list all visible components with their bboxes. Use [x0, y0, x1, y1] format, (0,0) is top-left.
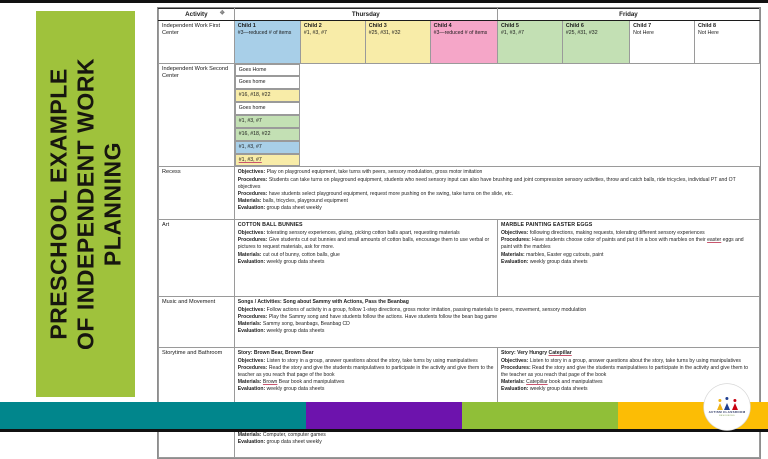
storytime-thursday-materials-label: Materials:: [237, 379, 262, 386]
table-row-art: [159, 220, 760, 297]
art-friday-evaluation-line: [501, 259, 756, 266]
recess-procedures1: Students can take turns on playground equipment, students who need sensory input can also have brushing and joint compression sensory activities, throw and catch balls, ride tricycles, individual PT and OT objectives: [237, 176, 736, 190]
storytime-friday-story-label: Story:: [500, 350, 516, 357]
art-friday-materials: marbles, Easter egg cutouts, paint: [526, 251, 604, 258]
recess-objectives-label: Objectives:: [237, 169, 266, 176]
storytime-thursday-materials-underlined: Brown: [262, 379, 278, 386]
cell-child-4[interactable]: [430, 20, 497, 63]
row-label-storytime: Storytime and Bathroom: [159, 348, 235, 415]
recess-evaluation-line: [238, 205, 756, 212]
art-friday-objectives-line: [501, 230, 756, 237]
slide-top-edge: [0, 0, 768, 3]
recess-evaluation-label: Evaluation:: [237, 205, 266, 212]
cell-art-friday[interactable]: [497, 220, 759, 297]
music-materials-label: Materials:: [237, 321, 262, 328]
recess-procedures1-line: [238, 177, 756, 191]
art-thursday-objectives-label: Objectives:: [237, 229, 266, 236]
music-songs: Song about Sammy with Actions, Pass the Beanbag: [283, 299, 409, 306]
art-thursday-evaluation-label: Evaluation:: [237, 258, 266, 265]
child-codes: #3—reduced # of items: [237, 29, 292, 36]
storytime-friday-objectives: Listen to story in a group, answer questions about the story, take turns by using manipulatives: [529, 357, 741, 364]
storytime-friday-evaluation: weekly group data sheets: [529, 386, 588, 393]
recess-procedures2-label: Procedures:: [237, 191, 268, 198]
storytime-thursday-evaluation: weekly group data sheets: [266, 386, 325, 393]
music-evaluation: weekly group data sheets: [266, 328, 325, 335]
music-evaluation-line: [238, 328, 756, 335]
cell-child-6[interactable]: [562, 20, 629, 63]
child-codes: #25, #31, #32: [368, 29, 401, 36]
music-evaluation-label: Evaluation:: [237, 328, 266, 335]
art-thursday-procedures-label: Procedures:: [237, 237, 268, 244]
cell-child-3[interactable]: [365, 20, 430, 63]
art-friday-procedures-a: Have students choose color of paints and put it in a box with marbles on their: [532, 237, 708, 244]
storytime-friday-procedures-line: [501, 365, 756, 379]
logo-subtitle: RESOURCES: [719, 414, 735, 417]
cell-second-7[interactable]: #1, #3, #7: [235, 141, 301, 154]
child-name: Child 6: [565, 22, 584, 29]
recess-evaluation: group data sheet weekly: [266, 205, 322, 212]
lesson-plan-table: [158, 8, 760, 458]
music-materials-line: [238, 321, 756, 328]
art-friday-procedures-b: eggs and paint with the marbles: [500, 237, 744, 251]
child-codes: #1, #3, #7: [500, 29, 525, 36]
computer-materials-label: Materials:: [237, 431, 262, 438]
music-materials: Sammy song, beanbags, Beanbag CD: [262, 321, 350, 328]
cell-second-2[interactable]: Goes home: [235, 76, 301, 89]
row-label-music: Music and Movement: [159, 297, 235, 348]
cell-second-5[interactable]: #1, #3, #7: [235, 115, 301, 128]
recess-materials-line: [238, 198, 756, 205]
cell-second-6[interactable]: #16, #18, #22: [235, 128, 301, 141]
art-friday-procedures-label: Procedures:: [500, 237, 531, 244]
table-header-row: [159, 9, 760, 21]
music-objectives: Follow actions of activity in a group, follow 1-step directions, gross motor imitation, passing materials to peers, movement, sensory modulation: [266, 306, 587, 313]
art-thursday-materials-line: [238, 252, 494, 259]
slide-title-panel: [36, 11, 135, 397]
child-name: Child 7: [633, 22, 652, 29]
storytime-friday-procedures-label: Procedures:: [500, 364, 531, 371]
row-label-art: Art: [159, 220, 235, 297]
person-figure-icon: [724, 397, 731, 410]
slide-title-line3: PLANNING: [99, 141, 126, 267]
music-procedures: Play the Sammy song and have students follow the actions. Have students follow the bean bag game: [268, 313, 498, 320]
art-thursday-evaluation-line: [238, 259, 494, 266]
cell-child-5[interactable]: [497, 20, 562, 63]
art-friday-materials-line: [501, 252, 756, 259]
recess-procedures2: have students select playground equipment, request more pushing on the swing, take turns on the slide, etc.: [268, 191, 513, 198]
art-thursday-materials: cut out of bunny, cotton balls, glue: [262, 251, 340, 258]
cell-second-4[interactable]: Goes home: [235, 102, 301, 115]
logo-title: AUTISM CLASSROOM: [708, 409, 746, 414]
storytime-thursday-procedures: Read the story and give the students manipulatives to participate in the activity and give them to the teacher as you reach that page of the book: [237, 364, 494, 379]
computer-evaluation-line: [238, 439, 756, 446]
storytime-friday-materials-rest: book and manipulatives: [547, 379, 603, 386]
child-codes: Not Here: [633, 29, 654, 36]
storytime-thursday-procedures-label: Procedures:: [237, 364, 268, 371]
row-label-recess: Recess: [159, 167, 235, 220]
child-name: Child 5: [500, 22, 519, 29]
music-procedures-label: Procedures:: [237, 313, 268, 320]
move-handle-icon[interactable]: ✥: [219, 10, 225, 17]
art-thursday-procedures: Give students cut out bunnies and small amounts of cotton balls, encourage them to use verbal or pictures to request materials, ask for more.: [237, 237, 490, 251]
child-name: Child 8: [698, 22, 717, 29]
slide-title-line2: OF INDEPENDENT WORK: [71, 58, 98, 350]
child-name: Child 1: [237, 22, 256, 29]
storytime-friday-procedures: Read the story and give the students manipulatives to participate in the activity and give them to the teacher as you reach that page of the book: [500, 364, 749, 379]
cell-child-2[interactable]: [300, 20, 365, 63]
storytime-thursday-materials-rest: Bear book and manipulatives: [277, 379, 345, 386]
storytime-thursday-evaluation-line: [238, 386, 494, 393]
art-friday-objectives-label: Objectives:: [500, 229, 529, 236]
storytime-friday-story-a: Very Hungry: [517, 350, 549, 357]
person-figure-icon: [716, 399, 723, 410]
cell-recess-content[interactable]: [234, 167, 759, 220]
music-songs-line: [238, 299, 756, 306]
footer-band-green: [462, 402, 618, 429]
art-friday-materials-label: Materials:: [500, 251, 525, 258]
storytime-friday-objectives-label: Objectives:: [500, 357, 529, 364]
child-codes: #3—reduced # of items: [433, 29, 488, 36]
art-thursday-materials-label: Materials:: [237, 251, 262, 258]
storytime-thursday-materials-line: [238, 379, 494, 386]
cell-second-1[interactable]: Goes Home: [235, 64, 301, 77]
storytime-thursday-story: Brown Bear, Brown Bear: [253, 350, 314, 357]
slide-title-line1: PRESCHOOL EXAMPLE: [44, 68, 71, 340]
storytime-thursday-procedures-line: [238, 365, 494, 379]
table-row-recess: [159, 167, 760, 220]
recess-materials: balls, tricycles, playground equipment: [262, 198, 348, 205]
storytime-thursday-objectives-line: [238, 358, 494, 365]
art-thursday-objectives: tolerating sensory experiences, gluing, picking cotton balls apart, requesting materials: [266, 229, 460, 236]
child-name: Child 4: [433, 22, 452, 29]
autism-classroom-logo: [704, 384, 750, 430]
row-label-iw-first: Independent Work First Center: [159, 20, 235, 63]
art-friday-objectives: following directions, making requests, tolerating different sensory experiences: [529, 229, 705, 236]
storytime-friday-story-underlined: Catepillar: [548, 350, 572, 357]
column-header-activity: [159, 9, 235, 21]
art-friday-evaluation-label: Evaluation:: [500, 258, 529, 265]
column-header-thursday: Thursday: [234, 9, 497, 21]
storytime-friday-evaluation-label: Evaluation:: [500, 386, 529, 393]
art-friday-procedures-underlined: easter: [707, 237, 722, 244]
table-row-iw-first: [159, 20, 760, 63]
cell-second-3[interactable]: #16, #18, #22: [235, 89, 301, 102]
child-name: Child 3: [368, 22, 387, 29]
cell-art-thursday[interactable]: [234, 220, 497, 297]
table-row-music: [159, 297, 760, 348]
slide-title: [45, 14, 126, 394]
art-thursday-heading: COTTON BALL BUNNIES: [237, 222, 303, 229]
child-codes: #1, #3, #7: [303, 29, 327, 36]
art-friday-procedures-line: [501, 237, 756, 251]
cell-second-8-text: #1, #3, #7: [238, 156, 262, 163]
music-objectives-label: Objectives:: [237, 306, 266, 313]
computer-evaluation-label: Evaluation:: [237, 439, 266, 446]
child-codes: #25, #31, #32: [565, 29, 598, 36]
recess-objectives: Play on playground equipment, take turns with peers, sensory modulation, gross motor imitation: [266, 169, 483, 176]
cell-child-7[interactable]: [630, 20, 695, 63]
storytime-friday-story-line: [501, 350, 756, 357]
logo-figures-icon: [716, 397, 738, 410]
activity-header-label: Activity: [185, 10, 208, 18]
music-songs-label: Songs / Activities:: [237, 299, 282, 306]
cell-child-1[interactable]: [234, 20, 300, 63]
footer-color-bar: [0, 402, 768, 429]
computer-materials-line: [238, 432, 756, 439]
cell-music-content[interactable]: [234, 297, 759, 348]
music-procedures-line: [238, 314, 756, 321]
column-header-friday: Friday: [497, 9, 759, 21]
computer-materials: Computer, computer games: [262, 431, 326, 438]
recess-procedures1-label: Procedures:: [237, 176, 268, 183]
storytime-thursday-evaluation-label: Evaluation:: [237, 386, 266, 393]
storytime-thursday-story-line: [238, 350, 494, 357]
computer-evaluation: group data sheet weekly: [266, 439, 322, 446]
storytime-thursday-objectives: Listen to story in a group, answer questions about the story, take turns by using manipulatives: [266, 357, 478, 364]
music-objectives-line: [238, 307, 756, 314]
storytime-friday-objectives-line: [501, 358, 756, 365]
cell-child-8[interactable]: [695, 20, 760, 63]
cell-second-8[interactable]: [235, 154, 301, 167]
storytime-friday-materials-underlined: Catepillar: [526, 379, 548, 386]
storytime-thursday-objectives-label: Objectives:: [237, 357, 266, 364]
art-friday-evaluation: weekly group data sheets: [529, 258, 588, 265]
footer-band-teal: [0, 402, 306, 429]
person-figure-icon: [731, 399, 738, 410]
table-row-iw-second: [159, 63, 760, 167]
recess-procedures2-line: [238, 191, 756, 198]
art-thursday-evaluation: weekly group data sheets: [266, 258, 325, 265]
recess-objectives-line: [238, 169, 756, 176]
art-thursday-procedures-line: [238, 237, 494, 251]
storytime-thursday-story-label: Story:: [237, 350, 253, 357]
art-thursday-objectives-line: [238, 230, 494, 237]
footer-band-purple: [306, 402, 462, 429]
storytime-friday-materials-label: Materials:: [500, 379, 525, 386]
row-label-iw-second: Independent Work Second Center: [159, 63, 235, 167]
lesson-plan-table-container: [157, 7, 761, 459]
recess-materials-label: Materials:: [237, 198, 262, 205]
art-friday-heading: MARBLE PAINTING EASTER EGGS: [500, 222, 593, 229]
child-name: Child 2: [303, 22, 322, 29]
child-codes: Not Here: [698, 29, 719, 36]
